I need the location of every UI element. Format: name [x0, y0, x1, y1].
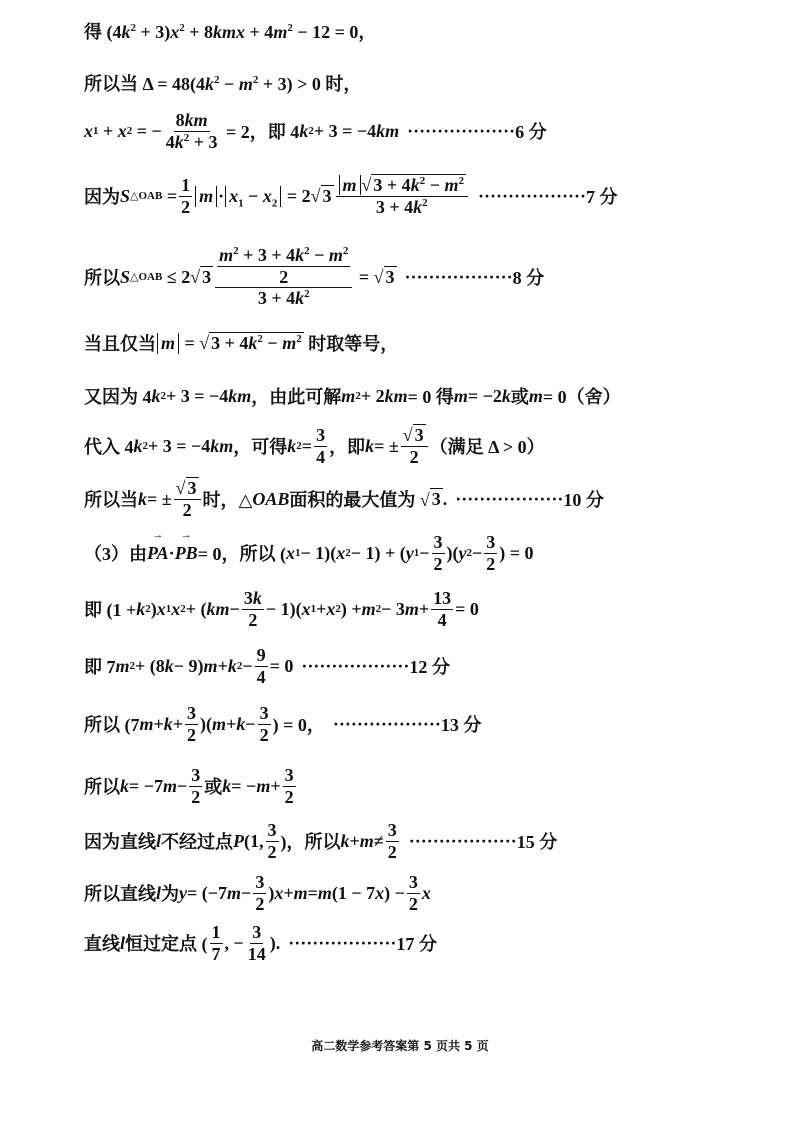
solution-line-15: 因为直线 l 不经过点 P (1, $\frac{3}{2}$ )，所以 k + m ≠ $\frac{3}{2}$ ·················· 15 分	[84, 820, 558, 862]
score-6: 6 分	[515, 122, 547, 143]
score-10: 10 分	[563, 490, 604, 511]
solution-line-1: 得 $(4k^2 + 3)x^2 + 8kmx + 4m^2 - 12 = 0$，	[84, 22, 377, 42]
solution-line-6: 当且仅当 m = √ $3 + 4k^2 - m^2$ 时取等号，	[84, 332, 399, 354]
solution-line-5: 所以 S △OAB ≤ 2√ 3 $\frac{\frac{m^2 + 3 + 4k^2 - m^2}{2}}{3 + 4k^2}$ = √ 3 ·················· 8 分	[84, 245, 545, 309]
solution-line-11: 即 (1 + k 2 ) x 1 x 2 + ( km − $\frac{3k}{2}$ − 1)( x 1 + x 2 ) + m 2 − 3 m + $\frac{13}{4}$ = 0	[84, 588, 479, 630]
solution-line-4: 因为 S △OAB = $\frac{1}{2}$ m · $x_1 - x_2$ = 2√ 3 $\frac{m √ 3 + 4k^2 - m^2}{3 + 4k^2}$ ·················· 7 分	[84, 175, 618, 217]
solution-line-17: 直线 l 恒过定点 ( $\frac{1}{7}$ , − $\frac{3}{14}$ ). ·················· 17 分	[84, 922, 437, 964]
solution-line-14: 所以 k = −7 m − $\frac{3}{2}$ 或 k = − m + $\frac{3}{2}$	[84, 765, 294, 807]
solution-line-8: 代入 4 k 2 + 3 = −4 km ，可得 k 2 = $\frac{3}{4}$ ，即 k = ± $\frac{√ 3}{2}$ （满足 Δ > 0）	[84, 425, 545, 467]
solution-line-13: 所以 (7 m + k + $\frac{3}{2}$ )( m + k − $\frac{3}{2}$ ) = 0， ·················· 13 分	[84, 703, 482, 745]
page-footer: 高二数学参考答案第 5 页共 5 页	[311, 1039, 489, 1053]
score-8: 8 分	[512, 268, 545, 289]
score-12: 12 分	[409, 657, 450, 678]
solution-line-2: 所以当 $\Delta = 48(4k^2 - m^2 + 3) > 0$ 时，	[84, 74, 362, 94]
score-7: 7 分	[586, 187, 618, 208]
solution-line-12: 即 7 m 2 + (8 k − 9) m + k 2 − $\frac{9}{4}$ = 0 ·················· 12 分	[84, 645, 450, 687]
score-13: 13 分	[440, 715, 482, 736]
solution-line-3: x 1 + x 2 = − $\frac{8km}{4k^2 + 3}$ = 2，即 4 k 2 + 3 = −4 km ·················· 6 分	[84, 110, 547, 152]
solution-line-7: 又因为 4 k 2 + 3 = −4 km ，由此可解 m 2 + 2 km = 0 得 m = −2 k 或 m = 0（舍）	[84, 385, 621, 407]
solution-line-16: 所以直线 l 为 y = (−7 m − $\frac{3}{2}$ ) x + m = m (1 − 7 x ) − $\frac{3}{2}$ x	[84, 872, 431, 914]
score-17: 17 分	[396, 934, 437, 955]
solution-line-9: 所以当 k = ± $\frac{√ 3}{2}$ 时，△ OAB 面积的最大值为 √ 3 . ·················· 10 分	[84, 478, 604, 520]
solution-line-10: （3）由 → PA · → PB = 0，所以 ( x 1 − 1)( x 2 − 1) + ( y 1 − $\frac{3}{2}$ )( y 2 − $\frac{3}{2}$ ) = 0	[84, 532, 534, 574]
score-15: 15 分	[516, 832, 558, 853]
